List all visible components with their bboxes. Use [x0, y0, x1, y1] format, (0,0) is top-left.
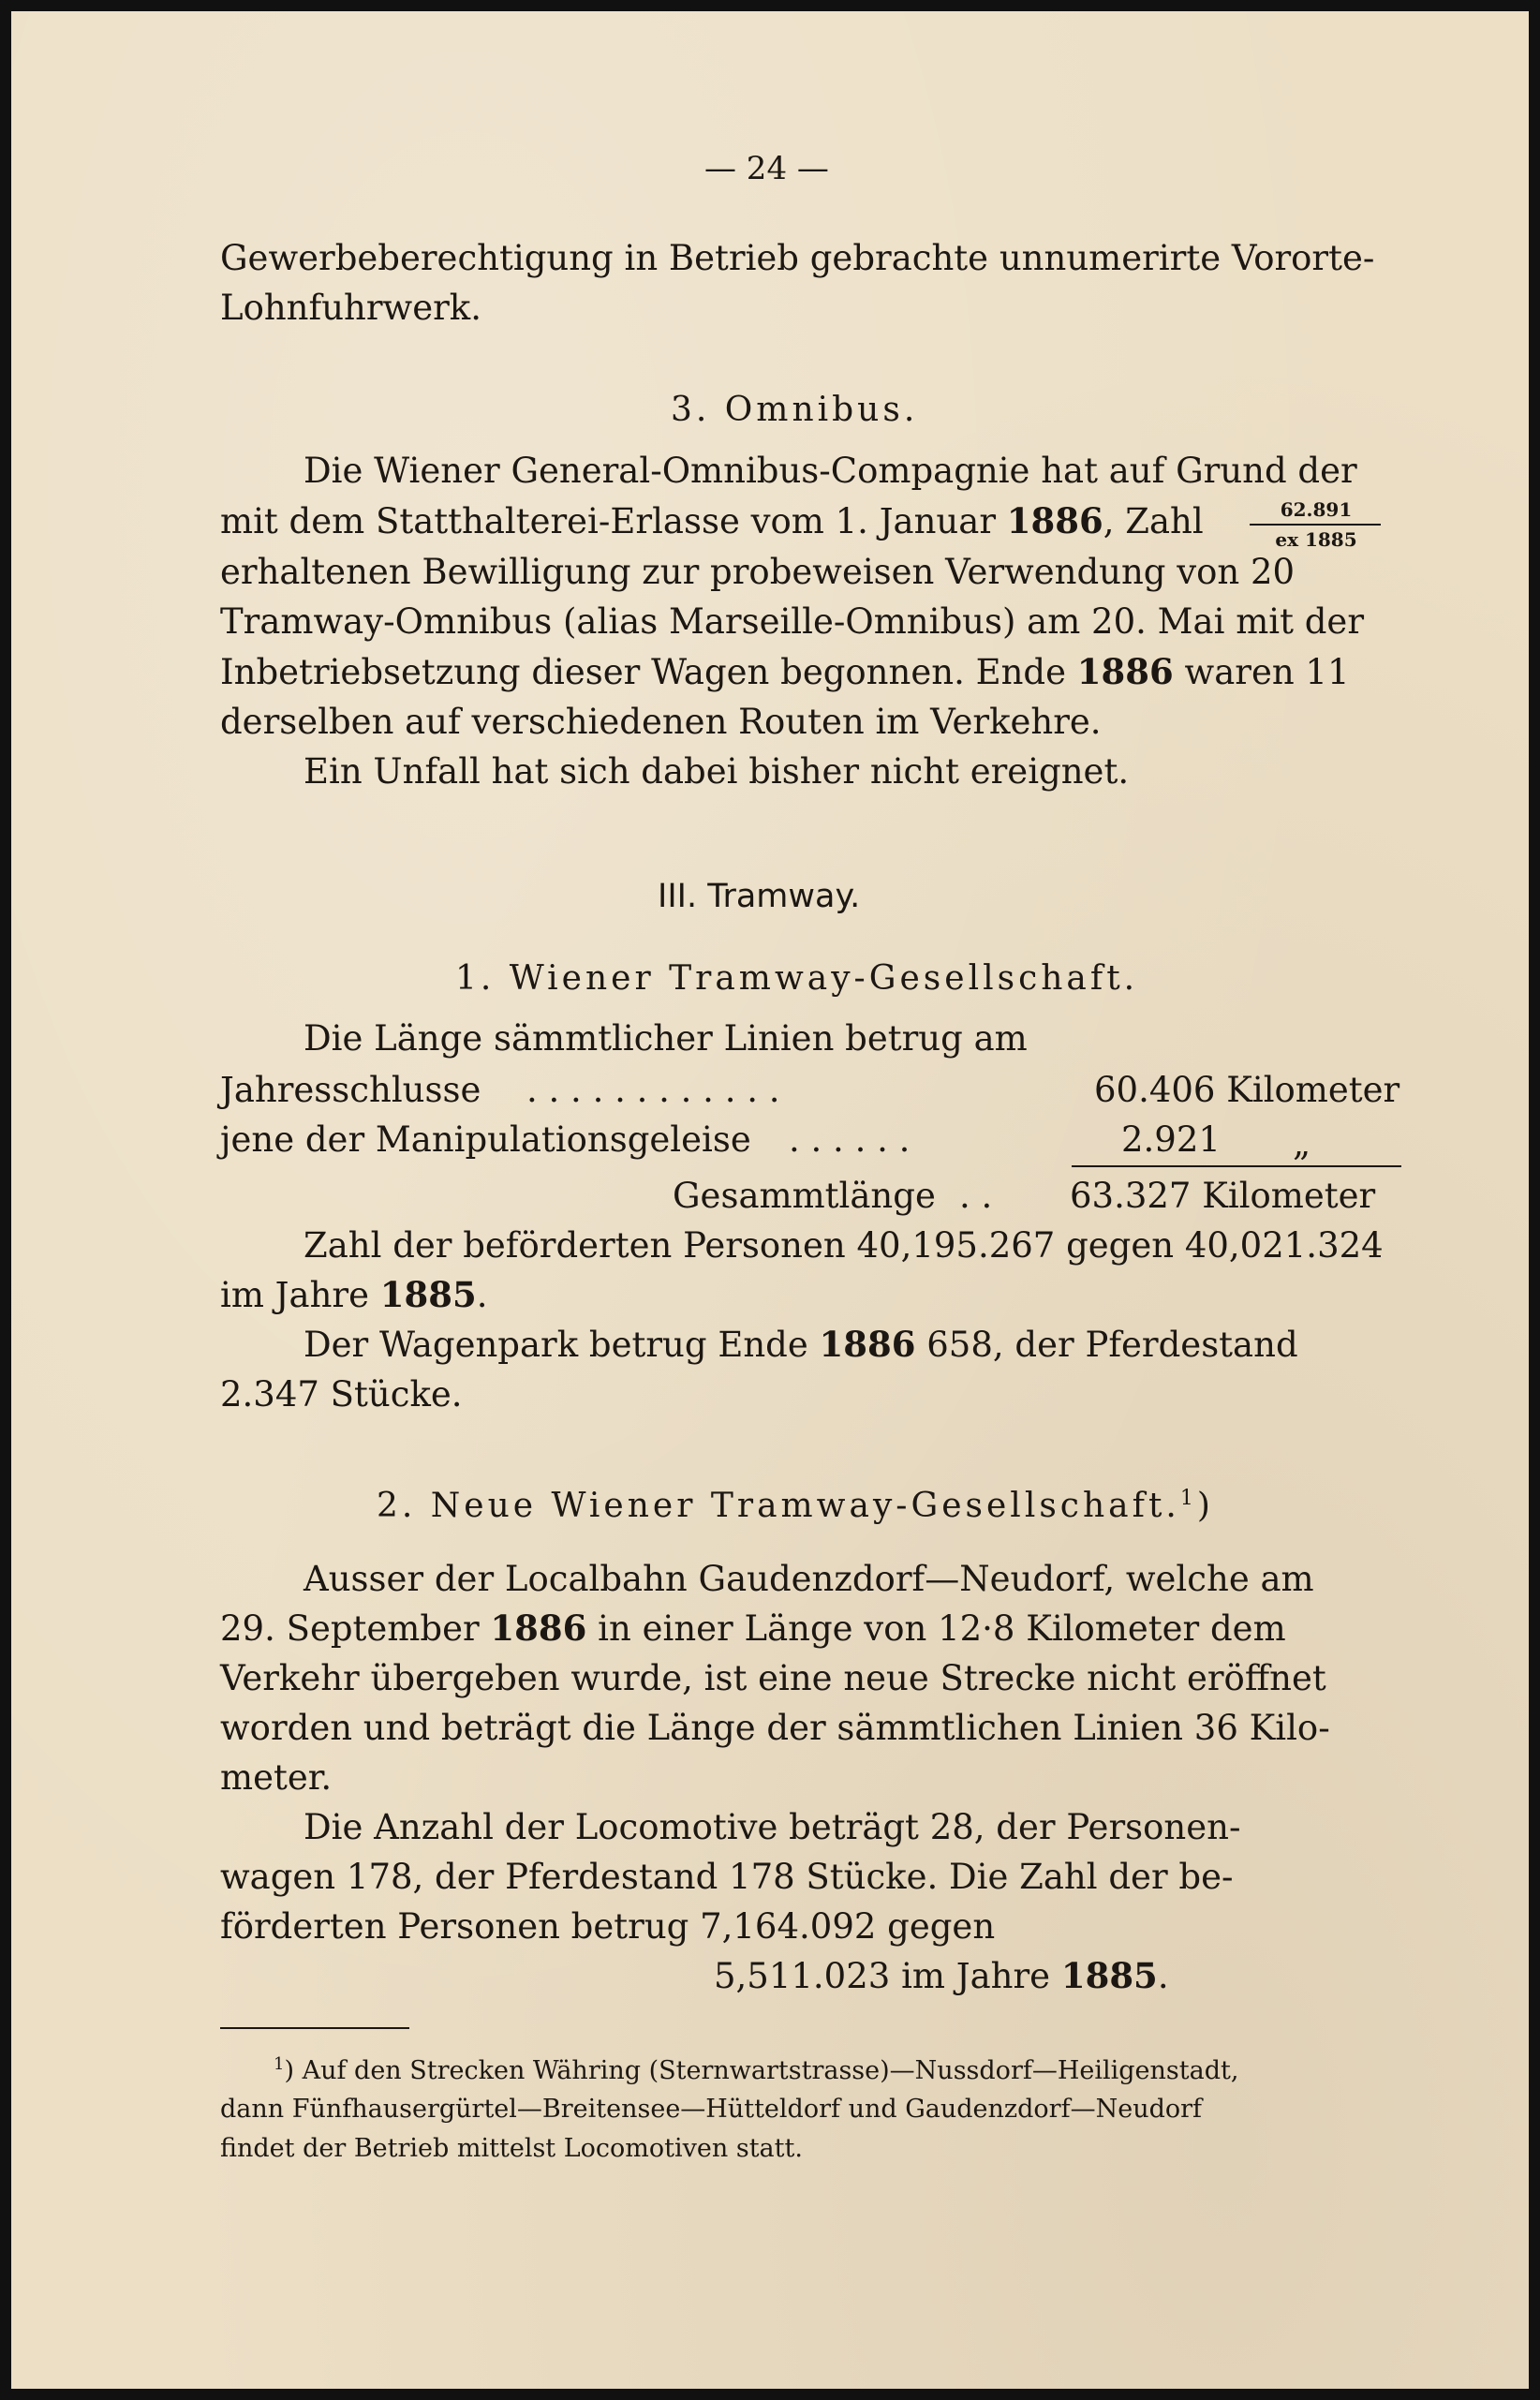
neue-p2-line3: förderten Personen betrug 7,164.092 gegen — [220, 1906, 996, 1947]
neue-p1-line2-text-b: in einer Länge von 12·8 Kilometer dem — [598, 1608, 1286, 1649]
total-label: Gesammtlänge — [673, 1176, 936, 1216]
footnote-line1 — [274, 2056, 1238, 2083]
wagen-line1-year: 1886 — [819, 1324, 916, 1365]
row1-value: 60.406 Kilometer — [1094, 1070, 1400, 1110]
wiener-heading: 1. Wiener Tramway-Gesellschaft. — [455, 959, 1139, 998]
omnibus-line6: derselben auf verschiedenen Routen im Verkehre. — [220, 702, 1102, 742]
footnote-line3: findet der Betrieb mittelst Locomotiven statt. — [220, 2134, 803, 2163]
zahl-fraction-denominator: ex 1885 — [1275, 528, 1357, 551]
omnibus-line5 — [220, 651, 1350, 692]
tramway-heading: III. Tramway. — [658, 878, 861, 915]
wagen-line1-text-b: 658, der Pferdestand — [926, 1325, 1298, 1365]
neue-p1-line2-text: 29. September — [220, 1608, 480, 1649]
row2-value: 2.921 — [1121, 1119, 1221, 1160]
persons-line2-text: im Jahre — [220, 1275, 369, 1315]
neue-p2-line4-dot: . — [1157, 1956, 1169, 1996]
neue-p1-line1: Ausser der Localbahn Gaudenzdorf—Neudorf, welche am — [304, 1559, 1314, 1599]
omnibus-heading: 3. Omnibus. — [671, 391, 919, 429]
omnibus-line3: erhaltenen Bewilligung zur probeweisen Verwendung von 20 — [220, 552, 1296, 592]
total-dots: . . — [959, 1176, 993, 1216]
footnote-separator — [220, 2027, 409, 2029]
wagen-line1 — [304, 1324, 1298, 1365]
neue-heading: 2. Neue Wiener Tramway-Gesellschaft.$^1$) — [377, 1487, 1214, 1525]
neue-p2-line4 — [714, 1955, 1169, 1996]
neue-p2-line4-text: 5,511.023 im Jahre — [714, 1956, 1051, 1996]
omnibus-p2: Ein Unfall hat sich dabei bisher nicht ereignet. — [304, 751, 1130, 792]
row1-dots: . . . . . . . . . . . . — [526, 1070, 780, 1110]
wiener-intro: Die Länge sämmtlicher Linien betrug am — [304, 1018, 1028, 1059]
footnote-mark: 1 — [1179, 1487, 1197, 1510]
row2-unit: „ — [1293, 1123, 1311, 1163]
omnibus-line4: Tramway-Omnibus (alias Marseille-Omnibus) am 20. Mai mit der — [220, 601, 1365, 642]
omnibus-line5-year: 1886 — [1076, 651, 1174, 692]
neue-p1-line2 — [220, 1607, 1286, 1649]
para1-line1: Gewerbeberechtigung in Betrieb gebrachte unnumerirte Vororte- — [220, 238, 1375, 278]
wagen-line1-text: Der Wagenpark betrug Ende — [304, 1325, 808, 1365]
neue-p2-line4-year: 1885 — [1060, 1955, 1158, 1996]
omnibus-line2-text-b: , Zahl — [1103, 501, 1204, 541]
total-value: 63.327 Kilometer — [1070, 1176, 1376, 1216]
omnibus-line5-text: Inbetriebsetzung dieser Wagen begonnen. Ende — [220, 652, 1067, 692]
row2-label: jene der Manipulationsgeleise — [220, 1119, 751, 1160]
book-page — [11, 11, 1529, 2389]
footnote-line1-text: ) Auf den Strecken Währing (Sternwartstrasse)—Nussdorf—Heiligenstadt, — [284, 2056, 1239, 2085]
persons-line2-dot: . — [476, 1275, 488, 1315]
zahl-fraction-bar — [1250, 524, 1381, 526]
neue-p2-line2: wagen 178, der Pferdestand 178 Stücke. Die Zahl der be- — [220, 1857, 1234, 1897]
neue-p1-line2-year: 1886 — [490, 1607, 587, 1649]
wagen-line2: 2.347 Stücke. — [220, 1374, 463, 1415]
footnote-number: 1 — [274, 2054, 285, 2074]
page-number: — 24 — — [704, 150, 829, 187]
neue-p2-line1: Die Anzahl der Locomotive beträgt 28, der Personen- — [304, 1807, 1241, 1847]
persons-line1: Zahl der beförderten Personen 40,195.267 gegen 40,021.324 — [304, 1225, 1384, 1266]
neue-p1-line4: worden und beträgt die Länge der sämmtlichen Linien 36 Kilo- — [220, 1708, 1330, 1748]
omnibus-line2 — [220, 500, 1204, 541]
omnibus-line2-year: 1886 — [1006, 500, 1103, 541]
persons-line2 — [220, 1274, 488, 1315]
omnibus-line5-text-b: waren 11 — [1184, 652, 1350, 692]
neue-p1-line3: Verkehr übergeben wurde, ist eine neue Strecke nicht eröffnet — [220, 1658, 1326, 1698]
sum-rule — [1072, 1165, 1401, 1167]
omnibus-line1: Die Wiener General-Omnibus-Compagnie hat auf Grund der — [304, 451, 1357, 491]
row1-label: Jahresschlusse — [220, 1070, 481, 1110]
row2-dots: . . . . . . — [789, 1119, 911, 1160]
zahl-fraction-numerator: 62.891 — [1280, 498, 1353, 521]
omnibus-line2-text: mit dem Statthalterei-Erlasse vom 1. Januar — [220, 501, 997, 541]
para1-line2: Lohnfuhrwerk. — [220, 288, 481, 328]
persons-line2-year: 1885 — [379, 1274, 477, 1315]
footnote-line2: dann Fünfhausergürtel—Breitensee—Hütteldorf und Gaudenzdorf—Neudorf — [220, 2095, 1203, 2124]
neue-p1-line5: meter. — [220, 1757, 333, 1798]
neue-heading-text: 2. Neue Wiener Tramway-Gesellschaft. — [377, 1487, 1180, 1525]
